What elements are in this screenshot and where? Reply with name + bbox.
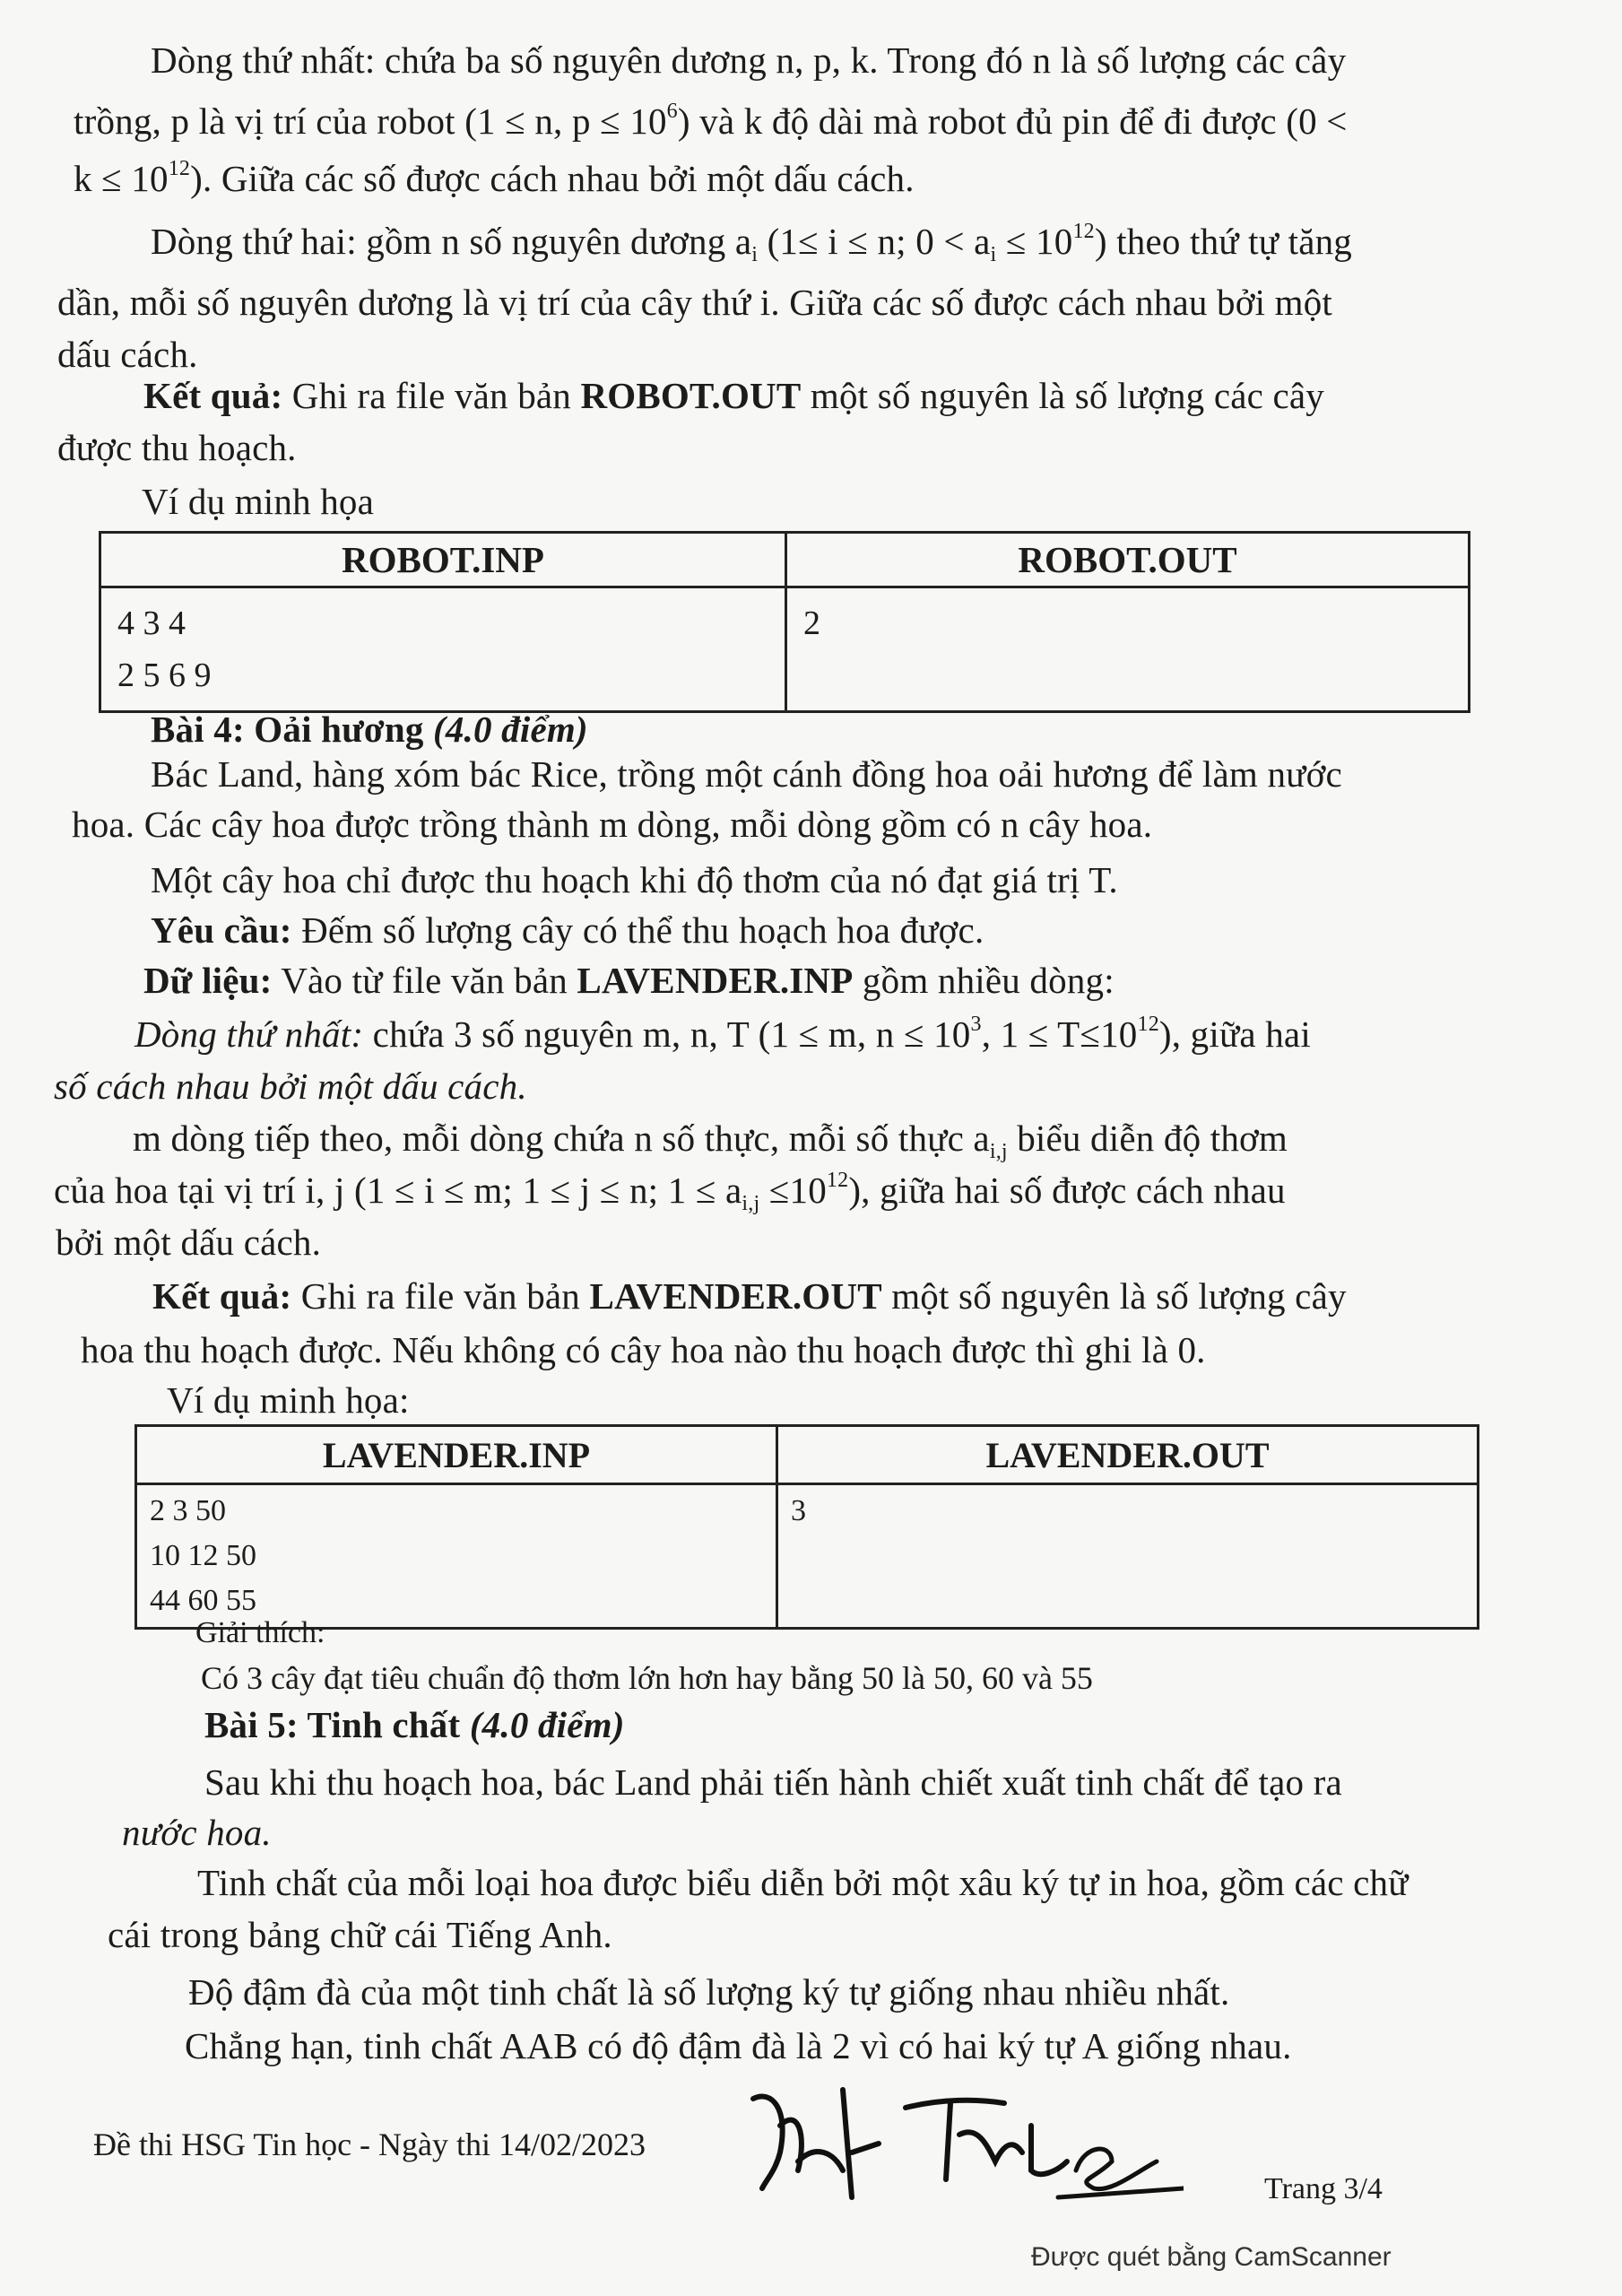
output-line: 2	[803, 604, 820, 642]
paragraph-line: trồng, p là vị trí của robot (1 ≤ n, $p \le 10^6$) và k độ dài mà robot đủ pin để đi được (0 <	[74, 100, 1348, 142]
camscanner-watermark: Được quét bằng CamScanner	[1031, 2242, 1392, 2272]
explanation-text: Có 3 cây đạt tiêu chuẩn độ thơm lớn hơn hay bằng 50 là 50, 60 và 55	[201, 1660, 1093, 1696]
explanation-label: Giải thích:	[195, 1616, 325, 1649]
paragraph-line: Chẳng hạn, tinh chất AAB có độ đậm đà là 2 vì có hai ký tự A giống nhau.	[185, 2025, 1292, 2066]
table-cell-output	[786, 587, 1470, 712]
output-line: 3	[791, 1494, 806, 1527]
paragraph-line: Dòng thứ nhất: chứa ba số nguyên dương n, p, k. Trong đó n là số lượng các cây	[151, 39, 1347, 81]
paragraph-line: bởi một dấu cách.	[56, 1222, 322, 1263]
paragraph-line: của hoa tại vị trí i, j (1 ≤ i ≤ m; 1 ≤ j ≤ n; $1 \le a_{i,j} \le 10^{12}$), giữa hai số được cách nhau	[54, 1169, 1286, 1215]
paragraph-line: $k \le 10^{12}$). Giữa các số được cách nhau bởi một dấu cách.	[74, 157, 915, 199]
paragraph-line: hoa. Các cây hoa được trồng thành m dòng, mỗi dòng gồm có n cây hoa.	[72, 804, 1153, 845]
paragraph-line: được thu hoạch.	[57, 427, 297, 468]
paragraph-line: dấu cách.	[57, 334, 198, 375]
input-line: 2 5 6 9	[117, 657, 212, 694]
paragraph-line: Tinh chất của mỗi loại hoa được biểu diễn bởi một xâu ký tự in hoa, gồm các chữ	[197, 1862, 1409, 1903]
table-header-input: LAVENDER.INP	[136, 1426, 777, 1484]
handwritten-signature	[735, 2072, 1184, 2206]
input-line: 10 12 50	[150, 1539, 256, 1572]
problem-title: Bài 4: Oải hương (4.0 điểm)	[151, 709, 588, 750]
input-line: 4 3 4	[117, 604, 186, 642]
robot-example-table	[99, 531, 1470, 713]
paragraph-line: m dòng tiếp theo, mỗi dòng chứa n số thực, mỗi số thực $a_{i,j}$ biểu diễn độ thơm	[133, 1118, 1288, 1163]
table-header-input: ROBOT.INP	[100, 533, 786, 587]
table-cell-output	[777, 1484, 1479, 1629]
lavender-example-table	[134, 1424, 1479, 1630]
data-line: Dữ liệu: Vào từ file văn bản LAVENDER.INP gồm nhiều dòng:	[143, 960, 1115, 1001]
table-cell-input	[136, 1484, 777, 1629]
input-line: 2 3 50	[150, 1494, 226, 1527]
result-line: Kết quả: Ghi ra file văn bản LAVENDER.OUT một số nguyên là số lượng cây	[152, 1275, 1347, 1317]
example-label: Ví dụ minh họa:	[167, 1379, 410, 1421]
paragraph-line: Dòng thứ hai: gồm n số nguyên dương $a_i$ (1≤ i ≤ n; $0 < a_i \le 10^{12}$) theo thứ tự tăng	[151, 220, 1353, 266]
paragraph-line: cái trong bảng chữ cái Tiếng Anh.	[108, 1914, 612, 1955]
footer-exam-info: Đề thi HSG Tin học - Ngày thi 14/02/2023	[93, 2126, 646, 2162]
paragraph-line: nước hoa.	[122, 1812, 272, 1853]
paragraph-line: số cách nhau bởi một dấu cách.	[54, 1065, 527, 1107]
paragraph-line: Dòng thứ nhất: chứa 3 số nguyên m, n, T (1 ≤ m, $n \le 10^3$, $1 \le T\le 10^{12}$), giữa hai	[134, 1013, 1311, 1055]
result-line: Kết quả: Ghi ra file văn bản ROBOT.OUT một số nguyên là số lượng các cây	[143, 375, 1324, 416]
table-cell-input	[100, 587, 786, 712]
requirement-line: Yêu cầu: Đếm số lượng cây có thể thu hoạch hoa được.	[151, 909, 984, 951]
example-label: Ví dụ minh họa	[142, 481, 375, 522]
paragraph-line: Độ đậm đà của một tinh chất là số lượng ký tự giống nhau nhiều nhất.	[188, 1971, 1230, 2013]
paragraph-line: Một cây hoa chỉ được thu hoạch khi độ thơm của nó đạt giá trị T.	[151, 859, 1118, 900]
table-header-output: LAVENDER.OUT	[777, 1426, 1479, 1484]
footer-page-number: Trang 3/4	[1264, 2172, 1383, 2205]
input-line: 44 60 55	[150, 1584, 256, 1617]
paragraph-line: Bác Land, hàng xóm bác Rice, trồng một cánh đồng hoa oải hương để làm nước	[151, 753, 1342, 795]
paragraph-line: Sau khi thu hoạch hoa, bác Land phải tiến hành chiết xuất tinh chất để tạo ra	[204, 1761, 1342, 1803]
table-header-output: ROBOT.OUT	[786, 533, 1470, 587]
paragraph-line: dần, mỗi số nguyên dương là vị trí của cây thứ i. Giữa các số được cách nhau bởi một	[57, 282, 1333, 323]
paragraph-line: hoa thu hoạch được. Nếu không có cây hoa nào thu hoạch được thì ghi là 0.	[81, 1329, 1206, 1370]
problem-title: Bài 5: Tinh chất (4.0 điểm)	[204, 1704, 625, 1745]
